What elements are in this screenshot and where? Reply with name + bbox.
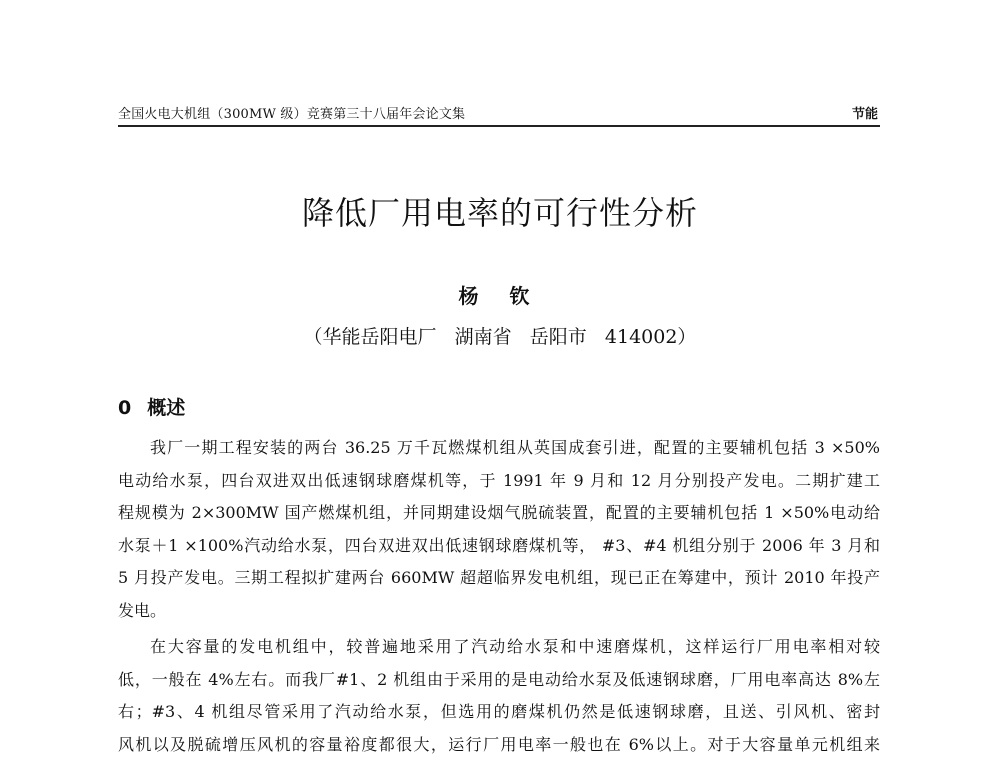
paragraph-line: 在大容量的发电机组中，较普遍地采用了汽动给水泵和中速磨煤机，这样运行厂用电率相对较 (118, 631, 880, 664)
section-number: 0 (118, 397, 131, 419)
paragraph-line: 低，一般在 4%左右。而我厂#1、2 机组由于采用的是电动给水泵及低速钢球磨，厂用电率高达 8%左 (118, 664, 880, 697)
header-collection-title: 全国火电大机组（300MW 级）竞赛第三十八届年会论文集 (118, 103, 465, 122)
section-title: 概述 (147, 397, 185, 419)
paper-title: 降低厂用电率的可行性分析 (0, 188, 1000, 234)
section-heading (118, 393, 185, 420)
author-name: 杨 钦 (0, 280, 1000, 309)
paragraph-line: 5 月投产发电。三期工程拟扩建两台 660MW 超超临界发电机组，现已正在筹建中，预计 2010 年投产 (118, 562, 880, 595)
paragraph-line: 发电。 (118, 595, 880, 628)
author-affiliation: （华能岳阳电厂 湖南省 岳阳市 414002） (0, 322, 1000, 349)
paragraph-1 (118, 432, 880, 627)
paragraph-line: 风机以及脱硫增压风机的容量裕度都很大，运行厂用电率一般也在 6%以上。对于大容量单元机组来 (118, 729, 880, 761)
paragraph-line: 我厂一期工程安装的两台 36.25 万千瓦燃煤机组从英国成套引进，配置的主要辅机包括 3 ×50% (118, 432, 880, 465)
paragraph-line: 右；#3、4 机组尽管采用了汽动给水泵，但选用的磨煤机仍然是低速钢球磨，且送、引风机、密封 (118, 696, 880, 729)
paragraph-2 (118, 631, 880, 761)
paragraph-line: 水泵＋1 ×100%汽动给水泵，四台双进双出低速钢球磨煤机等， #3、#4 机组分别于 2006 年 3 月和 (118, 530, 880, 563)
header-section-label: 节能 (852, 103, 878, 122)
paragraph-line: 电动给水泵，四台双进双出低速钢球磨煤机等，于 1991 年 9 月和 12 月分别投产发电。二期扩建工 (118, 465, 880, 498)
paragraph-line: 程规模为 2×300MW 国产燃煤机组，并同期建设烟气脱硫装置，配置的主要辅机包括 1 ×50%电动给 (118, 497, 880, 530)
running-header (118, 103, 880, 127)
